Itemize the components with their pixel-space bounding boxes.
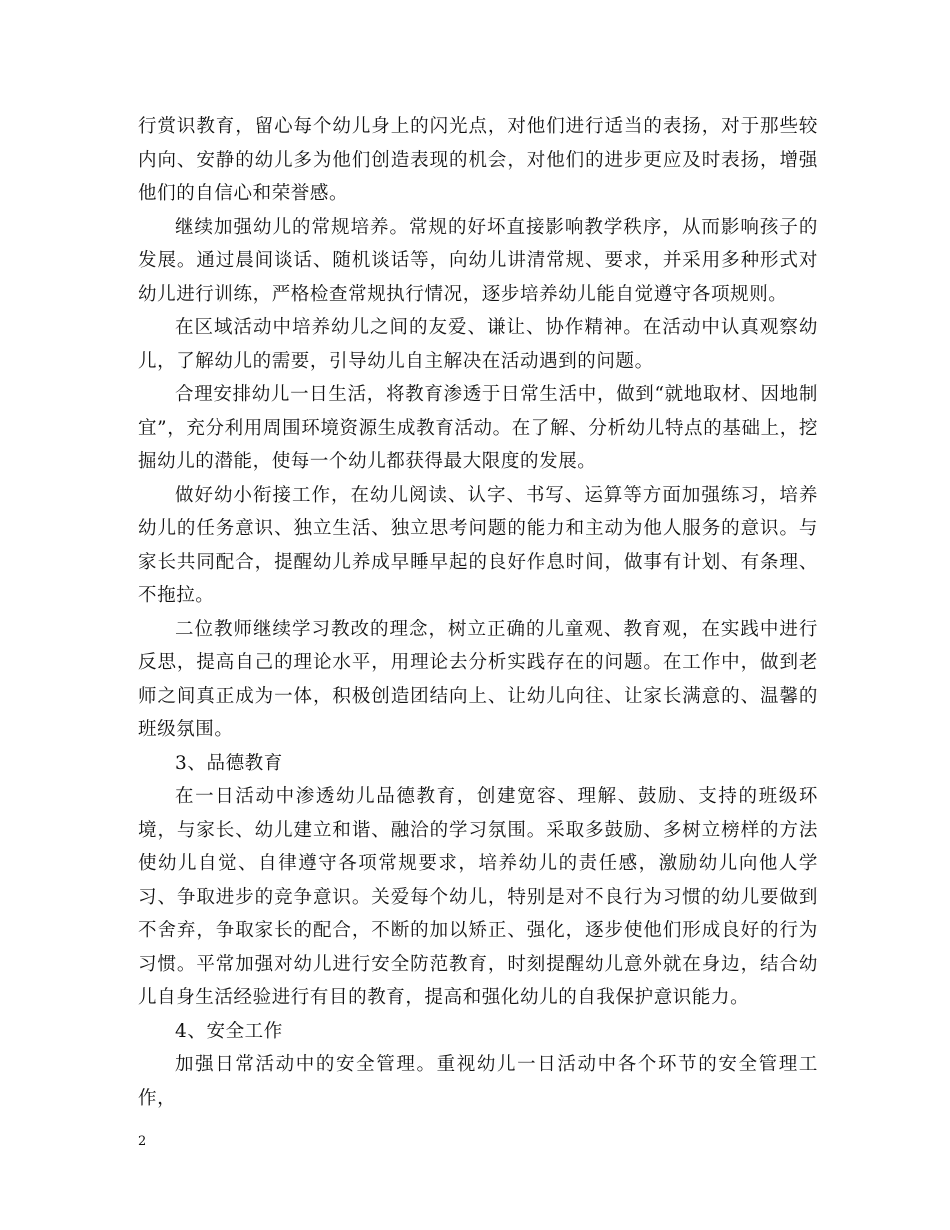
paragraph-daily-life: 合理安排幼儿一日生活，将教育渗透于日常生活中，做到“就地取材、因地制宜”，充分利用周围环境资源生成教育活动。在了解、分析幼儿特点的基础上，挖掘幼儿的潜能，使每一个幼儿都获得最大限度的发展。 [138,384,818,472]
paragraph-area-activities: 在区域活动中培养幼儿之间的友爱、谦让、协作精神。在活动中认真观察幼儿，了解幼儿的需要，引导幼儿自主解决在活动遇到的问题。 [138,317,818,372]
paragraph-school-transition: 做好幼小衔接工作，在幼儿阅读、认字、书写、运算等方面加强练习，培养幼儿的任务意识、独立生活、独立思考问题的能力和主动为他人服务的意识。与家长共同配合，提醒幼儿养成早睡早起的良好作息时间，做事有计划、有条理、不拖拉。 [138,484,818,606]
section-heading-moral-education: 3、品德教育 [175,752,283,774]
document-body [138,110,818,1115]
paragraph-moral-education: 在一日活动中渗透幼儿品德教育，创建宽容、理解、鼓励、支持的班级环境，与家长、幼儿建立和谐、融洽的学习氛围。采取多鼓励、多树立榜样的方法使幼儿自觉、自律遵守各项常规要求，培养幼儿的责任感，激励幼儿向他人学习、争取进步的竞争意识。关爱每个幼儿，特别是对不良行为习惯的幼儿要做到不舍弃，争取家长的配合，不断的加以矫正、强化，逐步使他们形成良好的行为习惯。平常加强对幼儿进行安全防范教育，时刻提醒幼儿意外就在身边，结合幼儿自身生活经验进行有目的教育，提高和强化幼儿的自我保护意识能力。 [138,786,818,1008]
page-number: 2 [138,1134,147,1149]
paragraph-routine-training: 继续加强幼儿的常规培养。常规的好坏直接影响教学秩序，从而影响孩子的发展。通过晨间谈话、随机谈话等，向幼儿讲清常规、要求，并采用多种形式对幼儿进行训练，严格检查常规执行情况，逐步培养幼儿能自觉遵守各项规则。 [138,216,818,305]
paragraph-safety-management: 加强日常活动中的安全管理。重视幼儿一日活动中各个环节的安全管理工作， [138,1054,818,1109]
paragraph-continuation: 行赏识教育，留心每个幼儿身上的闪光点，对他们进行适当的表扬，对于那些较内向、安静的幼儿多为他们创造表现的机会，对他们的进步更应及时表扬，增强他们的自信心和荣誉感。 [138,116,818,204]
paragraph-teacher-study: 二位教师继续学习教改的理念，树立正确的儿童观、教育观，在实践中进行反思，提高自己的理论水平，用理论去分析实践存在的问题。在工作中，做到老师之间真正成为一体，积极创造团结向上、让幼儿向往、让家长满意的、温馨的班级氛围。 [138,618,818,740]
section-heading-safety-work: 4、安全工作 [175,1020,283,1042]
